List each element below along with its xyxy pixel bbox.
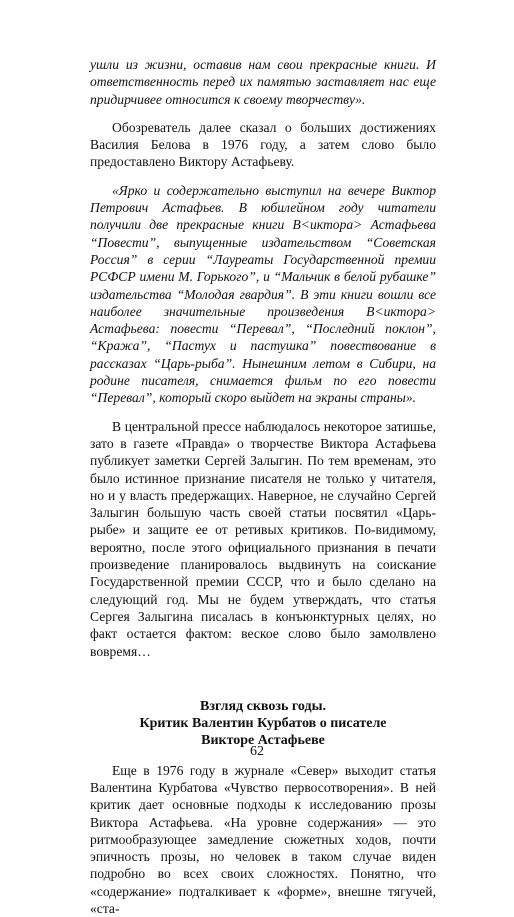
section-heading-line-2: Критик Валентин Курбатов о писателе	[139, 716, 387, 732]
paragraph-observer: Обозреватель далее сказал о больших достижениях Василия Белова в 1976 году, а затем слово было предоставлено Виктору Астафьеву.	[90, 119, 436, 170]
paragraph-quote-ending: ушли из жизни, оставив нам свои прекрасные книги. И ответственность перед их памятью заставляет нас еще придирчивее относится к своему творчеству».	[90, 57, 436, 107]
page-number: 62	[250, 744, 264, 759]
section-heading-line-1: Взгляд сквозь годы.	[199, 698, 326, 714]
paragraph-kurbatov: Еще в 1976 году в журнале «Север» выходит статья Валентина Курбатова «Чувство первосотворения». В ней критик дает основные подходы к исследованию прозы Виктора Астафьева. «На уровне содержания» — это ритмообразующее замедление сюжетных ходов, почти эпичность прозы, но человек в таком случае виден подробно во всех своих сложностях. Понятно, что «содержание» подталкивает к «форме», внешне тягучей, «ста-	[90, 762, 436, 917]
section-heading	[90, 698, 436, 750]
text-block	[90, 56, 436, 917]
section-heading-line-3: Викторе Астафьеве	[201, 733, 325, 749]
paragraph-pravda: В центральной прессе наблюдалось некоторое затишье, зато в газете «Правда» о творчестве Виктора Астафьева публикует заметки Сергей Залыгин. По тем временам, это было истинное признание писателя не только у читателя, но и у власть предержащих. Наверное, не случайно Сергей Залыгин большую часть своей статьи посвятил «Царь-рыбе» и защите ее от ретивых критиков. По-видимому, вероятно, после этого официального признания в печати произведение планировалось выдвинуть на соискание Государственной премии СССР, что и было сделано на следующий год. Мы не будем утверждать, что статья Сергея Залыгина писалась в конъюнктурных целях, но факт остается фактом: веское слово было замолвлено вовремя…	[90, 418, 436, 659]
paragraph-quote-astafiev: «Ярко и содержательно выступил на вечере Виктор Петрович Астафьев. В юбилейном году читатели получили две прекрасные книги В<иктора> Астафьева “Повести”, выпущенные издательством “Советская Россия” в серии “Лауреаты Государственной премии РСФСР имени М. Горького”, и “Мальчик в белой рубашке” издательства “Молодая гвардия”. В эти книги вошли все наиболее значительные произведения В<иктора> Астафьева: повести “Перевал”, “Последний поклон”, “Кража”, “Пастух и пастушка” повествование в рассказах “Царь-рыба”. Нынешним летом в Сибири, на родине писателя, снимается фильм по его повести “Перевал”, который скоро выйдет на экраны страны».	[90, 182, 436, 406]
